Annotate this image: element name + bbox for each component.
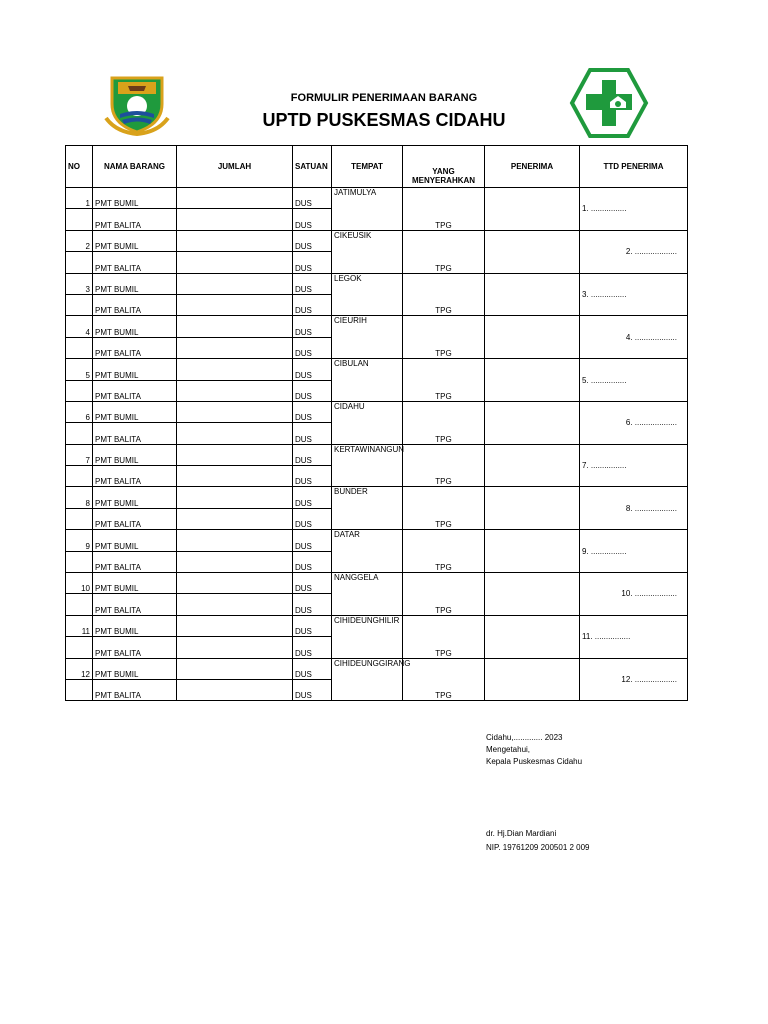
row-number-empty <box>66 508 93 529</box>
item-name-balita: PMT BALITA <box>93 637 177 658</box>
row-number: 5 <box>66 359 93 380</box>
quantity-cell <box>177 594 293 615</box>
quantity-cell <box>177 573 293 594</box>
item-name-bumil: PMT BUMIL <box>93 273 177 294</box>
unit-cell: DUS <box>293 316 332 337</box>
row-number-empty <box>66 209 93 230</box>
quantity-cell <box>177 423 293 444</box>
signature-cell: 5. ................ <box>580 359 688 402</box>
signature-cell: 1. ................ <box>580 188 688 231</box>
unit-cell: DUS <box>293 380 332 401</box>
quantity-cell <box>177 337 293 358</box>
quantity-cell <box>177 401 293 422</box>
unit-cell: DUS <box>293 444 332 465</box>
header-yang-menyerahkan <box>403 146 485 188</box>
row-number: 7 <box>66 444 93 465</box>
unit-cell: DUS <box>293 401 332 422</box>
giver-cell: TPG <box>403 487 485 530</box>
unit-cell: DUS <box>293 209 332 230</box>
place-cell: DATAR <box>332 530 403 573</box>
row-number-empty <box>66 252 93 273</box>
unit-cell: DUS <box>293 230 332 251</box>
receiver-cell <box>485 188 580 231</box>
table-row <box>66 316 688 337</box>
quantity-cell <box>177 615 293 636</box>
quantity-cell <box>177 508 293 529</box>
unit-cell: DUS <box>293 359 332 380</box>
signature-cell: 8. ................... <box>580 487 688 530</box>
place-cell: CIHIDEUNGHILIR <box>332 615 403 658</box>
receiver-cell <box>485 273 580 316</box>
item-name-balita: PMT BALITA <box>93 551 177 572</box>
footer-position: Kepala Puskesmas Cidahu <box>486 757 583 766</box>
item-name-bumil: PMT BUMIL <box>93 444 177 465</box>
item-name-bumil: PMT BUMIL <box>93 658 177 679</box>
row-number-empty <box>66 337 93 358</box>
row-number: 9 <box>66 530 93 551</box>
signature-cell: 9. ................ <box>580 530 688 573</box>
unit-cell: DUS <box>293 487 332 508</box>
quantity-cell <box>177 444 293 465</box>
quantity-cell <box>177 359 293 380</box>
giver-cell: TPG <box>403 530 485 573</box>
item-name-balita: PMT BALITA <box>93 209 177 230</box>
quantity-cell <box>177 188 293 209</box>
giver-cell: TPG <box>403 401 485 444</box>
receiver-cell <box>485 316 580 359</box>
quantity-cell <box>177 230 293 251</box>
row-number: 4 <box>66 316 93 337</box>
receiver-cell <box>485 230 580 273</box>
row-number: 1 <box>66 188 93 209</box>
row-number-empty <box>66 637 93 658</box>
receiver-cell <box>485 615 580 658</box>
row-number-empty <box>66 594 93 615</box>
row-number: 11 <box>66 615 93 636</box>
table-row <box>66 273 688 294</box>
receiver-cell <box>485 530 580 573</box>
receipt-table <box>65 145 688 701</box>
giver-cell: TPG <box>403 316 485 359</box>
item-name-balita: PMT BALITA <box>93 466 177 487</box>
form-subtitle: FORMULIR PENERIMAAN BARANG <box>290 92 478 104</box>
item-name-bumil: PMT BUMIL <box>93 316 177 337</box>
unit-cell: DUS <box>293 508 332 529</box>
place-cell: BUNDER <box>332 487 403 530</box>
item-name-balita: PMT BALITA <box>93 508 177 529</box>
quantity-cell <box>177 252 293 273</box>
unit-cell: DUS <box>293 273 332 294</box>
table-row <box>66 573 688 594</box>
giver-cell: TPG <box>403 658 485 701</box>
giver-cell: TPG <box>403 444 485 487</box>
page-title: UPTD PUSKESMAS CIDAHU <box>262 110 506 130</box>
place-cell: JATIMULYA <box>332 188 403 231</box>
quantity-cell <box>177 679 293 700</box>
giver-cell: TPG <box>403 230 485 273</box>
place-cell: CIBULAN <box>332 359 403 402</box>
row-number: 3 <box>66 273 93 294</box>
unit-cell: DUS <box>293 466 332 487</box>
item-name-balita: PMT BALITA <box>93 594 177 615</box>
row-number-empty <box>66 551 93 572</box>
item-name-balita: PMT BALITA <box>93 337 177 358</box>
row-number: 8 <box>66 487 93 508</box>
footer-place-date: Cidahu,............. 2023 <box>486 733 563 742</box>
table-row <box>66 188 688 209</box>
item-name-bumil: PMT BUMIL <box>93 615 177 636</box>
footer-nip: NIP. 19761209 200501 2 009 <box>486 843 590 852</box>
quantity-cell <box>177 294 293 315</box>
signature-cell: 10. ................... <box>580 573 688 616</box>
header-no: NO <box>66 146 93 188</box>
place-cell: CIDAHU <box>332 401 403 444</box>
unit-cell: DUS <box>293 573 332 594</box>
header-menyerahkan-line: MENYERAHKAN <box>411 176 476 185</box>
unit-cell: DUS <box>293 594 332 615</box>
unit-cell: DUS <box>293 294 332 315</box>
unit-cell: DUS <box>293 530 332 551</box>
quantity-cell <box>177 466 293 487</box>
unit-cell: DUS <box>293 337 332 358</box>
table-row <box>66 359 688 380</box>
item-name-balita: PMT BALITA <box>93 423 177 444</box>
row-number-empty <box>66 423 93 444</box>
footer-acknowledged: Mengetahui, <box>486 745 531 754</box>
header-penerima: PENERIMA <box>485 146 580 188</box>
item-name-bumil: PMT BUMIL <box>93 230 177 251</box>
item-name-bumil: PMT BUMIL <box>93 188 177 209</box>
table-row <box>66 487 688 508</box>
header-nama-barang: NAMA BARANG <box>93 146 177 188</box>
quantity-cell <box>177 530 293 551</box>
row-number-empty <box>66 380 93 401</box>
quantity-cell <box>177 658 293 679</box>
receiver-cell <box>485 401 580 444</box>
signature-cell: 3. ................ <box>580 273 688 316</box>
item-name-bumil: PMT BUMIL <box>93 401 177 422</box>
signature-cell: 11. ................ <box>580 615 688 658</box>
row-number: 12 <box>66 658 93 679</box>
header-ttd-penerima: TTD PENERIMA <box>580 146 688 188</box>
receiver-cell <box>485 573 580 616</box>
table-row <box>66 658 688 679</box>
row-number-empty <box>66 466 93 487</box>
table-header-row <box>66 146 688 188</box>
signature-cell: 4. ................... <box>580 316 688 359</box>
table-row <box>66 615 688 636</box>
signature-cell: 2. ................... <box>580 230 688 273</box>
receiver-cell <box>485 444 580 487</box>
place-cell: CIKEUSIK <box>332 230 403 273</box>
signature-cell: 7. ................ <box>580 444 688 487</box>
receiver-cell <box>485 658 580 701</box>
table-row <box>66 444 688 465</box>
item-name-balita: PMT BALITA <box>93 252 177 273</box>
table-row <box>66 530 688 551</box>
row-number-empty <box>66 679 93 700</box>
header-tempat: TEMPAT <box>332 146 403 188</box>
quantity-cell <box>177 380 293 401</box>
unit-cell: DUS <box>293 658 332 679</box>
unit-cell: DUS <box>293 551 332 572</box>
row-number: 10 <box>66 573 93 594</box>
giver-cell: TPG <box>403 573 485 616</box>
place-cell: NANGGELA <box>332 573 403 616</box>
receiver-cell <box>485 487 580 530</box>
unit-cell: DUS <box>293 188 332 209</box>
place-cell: LEGOK <box>332 273 403 316</box>
row-number-empty <box>66 294 93 315</box>
place-cell: CIEURIH <box>332 316 403 359</box>
table-body <box>66 188 688 701</box>
item-name-bumil: PMT BUMIL <box>93 487 177 508</box>
table-row <box>66 230 688 251</box>
item-name-bumil: PMT BUMIL <box>93 530 177 551</box>
table-row <box>66 401 688 422</box>
item-name-bumil: PMT BUMIL <box>93 573 177 594</box>
quantity-cell <box>177 316 293 337</box>
unit-cell: DUS <box>293 637 332 658</box>
unit-cell: DUS <box>293 423 332 444</box>
header-yang-line: YANG <box>432 167 455 176</box>
item-name-balita: PMT BALITA <box>93 294 177 315</box>
signature-cell: 6. ................... <box>580 401 688 444</box>
quantity-cell <box>177 487 293 508</box>
giver-cell: TPG <box>403 273 485 316</box>
item-name-balita: PMT BALITA <box>93 380 177 401</box>
row-number: 6 <box>66 401 93 422</box>
quantity-cell <box>177 551 293 572</box>
item-name-balita: PMT BALITA <box>93 679 177 700</box>
quantity-cell <box>177 637 293 658</box>
quantity-cell <box>177 273 293 294</box>
place-cell: KERTAWINANGUN <box>332 444 403 487</box>
place-cell: CIHIDEUNGGIRANG <box>332 658 403 701</box>
giver-cell: TPG <box>403 615 485 658</box>
row-number: 2 <box>66 230 93 251</box>
quantity-cell <box>177 209 293 230</box>
receiver-cell <box>485 359 580 402</box>
header-satuan: SATUAN <box>293 146 332 188</box>
unit-cell: DUS <box>293 615 332 636</box>
item-name-bumil: PMT BUMIL <box>93 359 177 380</box>
footer-signatory-name: dr. Hj.Dian Mardiani <box>486 829 557 838</box>
unit-cell: DUS <box>293 252 332 273</box>
giver-cell: TPG <box>403 188 485 231</box>
giver-cell: TPG <box>403 359 485 402</box>
unit-cell: DUS <box>293 679 332 700</box>
header-jumlah: JUMLAH <box>177 146 293 188</box>
signature-cell: 12. ................... <box>580 658 688 701</box>
